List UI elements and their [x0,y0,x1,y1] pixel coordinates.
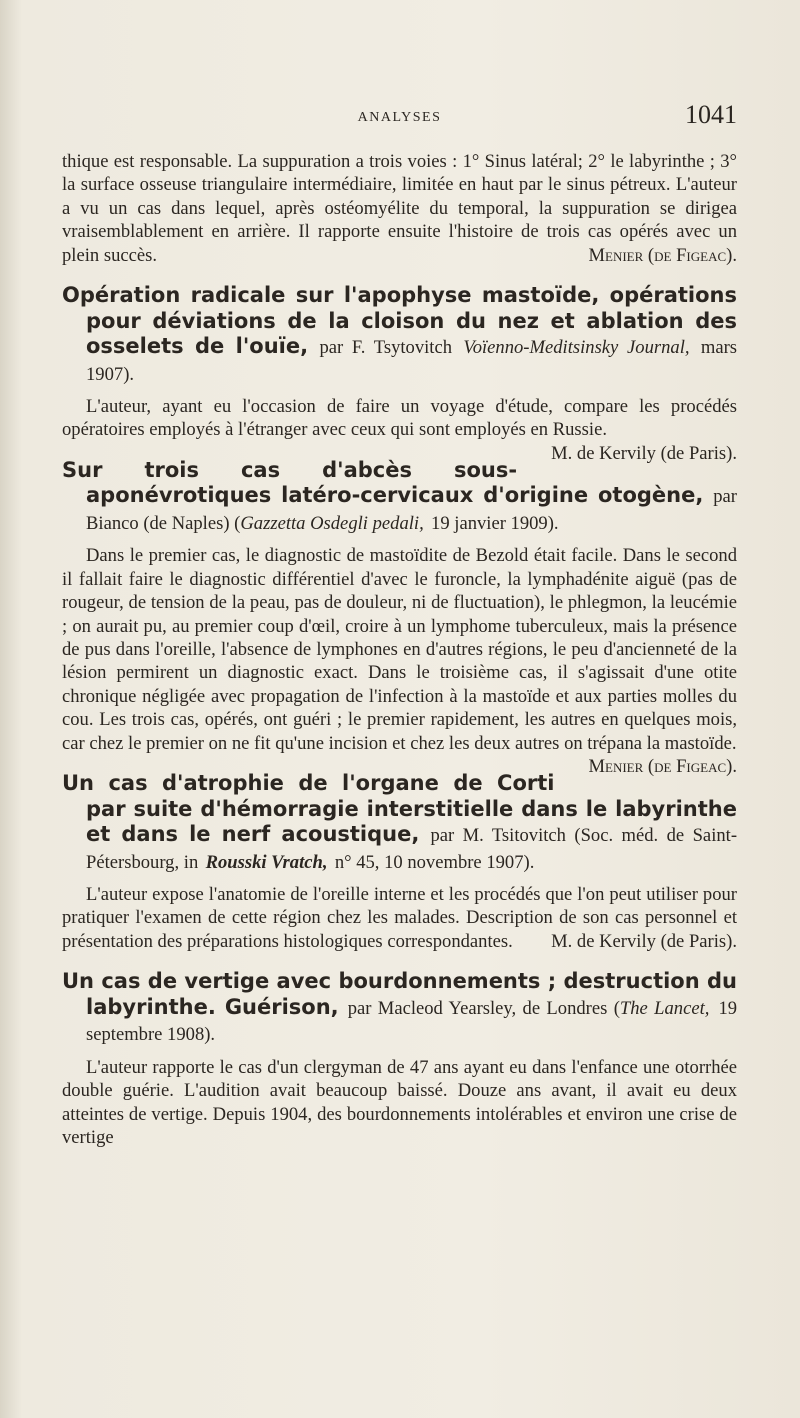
article-signature: M. de Kervily (de Paris). [551,930,737,952]
article-body [62,1056,737,1150]
page-content [62,150,737,1149]
article-body [62,544,737,777]
article-heading: Opération radicale sur l'apophyse mastoïde, opérations pour déviations de la cloison du nez et ablation des osselets de l'ouïe, [62,283,737,359]
article-title [62,969,737,1048]
article-heading: Un cas d'atrophie de l'organe de Corti par suite d'hémorragie interstitielle dans le labyrinthe et dans le nerf acoustique, [62,771,737,846]
article-text: Dans le premier cas, le diagnostic de mastoïdite de Bezold était facile. Dans le second il fallait faire le diagnostic différentiel d'avec le furoncle, la lymphadénite aiguë (pas de rougeur, de tension de la peau, pas de douleur, ni de fluctuation), le phlegmon, la leucémie ; on aurait pu, au premier coup d'œil, croire à un lymphome tuberculeux, mais la présence de pus dans l'oreille, l'absence de lymphones en d'autres régions, le peu d'ancienneté de la lésion permirent un diagnostic exact. Dans le troisième cas, il s'agissait d'une otite chronique négligée avec propagation de l'infection à la mastoïde et aux parties molles du cou. Les trois cas, opérés, ont guéri ; le premier rapidement, les autres en quelques mois, car chez le premier on ne fit qu'une incision et chez les deux autres on trépana la mastoïde. [62,545,737,754]
article-body [62,395,737,464]
article-text: L'auteur, ayant eu l'occasion de faire un voyage d'étude, compare les procédés opératoires employés à l'étranger avec ceux qui sont employés en Russie. [62,396,737,441]
article-journal: Rousski Vratch, [205,851,328,873]
article-author: par M. Tsitovitch (Soc. méd. de Saint-Pétersbourg, in [86,825,738,873]
page-number: 1041 [685,100,737,129]
article-text: L'auteur expose l'anatomie de l'oreille interne et les procédés que l'on peut utiliser pour pratiquer l'examen de cette région chez les malades. Description de son cas personnel et présentation des préparations histologiques correspondantes. [62,884,737,952]
article-heading: Un cas de vertige avec bourdonnements ; destruction du labyrinthe. Guérison, [62,969,737,1019]
article-2 [62,457,737,777]
article-author: par Bianco (de Naples) ( [86,486,737,534]
article-text: L'auteur rapporte le cas d'un clergyman de 47 ans ayant eu dans l'enfance une otorrhée double guérie. L'audition avait beaucoup baissé. Douze ans avant, il avait eu deux atteintes de vertige. Depuis 1904, des bourdonnements intolérables et environ une crise de vertige [62,1056,737,1148]
article-1 [62,283,738,464]
page-header [62,98,737,138]
running-title: ANALYSES [357,110,442,125]
intro-signature: Menier (de Figeac). [588,244,737,266]
article-title [62,458,737,537]
article-date: 19 septembre 1908). [86,997,738,1046]
article-title [62,771,737,875]
intro-text: thique est responsable. La suppuration a trois voies : 1° Sinus latéral; 2° le labyrinthe ; 3° la surface osseuse triangulaire intermédiaire, limitée en haut par le sinus pétreux. L'auteur a vu un cas dans lequel, après ostéomyélite du temporal, la suppuration se dirigea vraisemblablement en arrière. Il rapporte ensuite l'histoire de trois cas opérés avec un plein succès. [62,151,737,266]
article-journal: Voïenno-Meditsinsky Journal, [463,337,690,359]
article-signature: Menier (de Figeac). [588,756,737,777]
article-date: mars 1907). [86,337,738,385]
article-4 [62,969,737,1149]
article-date: n° 45, 10 novembre 1907). [334,851,535,873]
article-body [62,883,737,953]
article-signature: M. de Kervily (de Paris). [551,442,737,464]
intro-paragraph [62,150,737,267]
article-3 [62,771,737,953]
article-heading: Sur trois cas d'abcès sous-aponévrotiques latéro-cervicaux d'origine otogène, [62,457,704,508]
article-journal: Gazzetta Osdegli pedali, [240,512,424,534]
article-date: 19 janvier 1909). [431,512,559,534]
article-journal: The Lancet, [619,997,710,1019]
article-title [62,283,737,387]
article-author: par F. Tsytovitch [319,337,453,359]
article-author: par Macleod Yearsley, de Londres ( [347,997,620,1019]
